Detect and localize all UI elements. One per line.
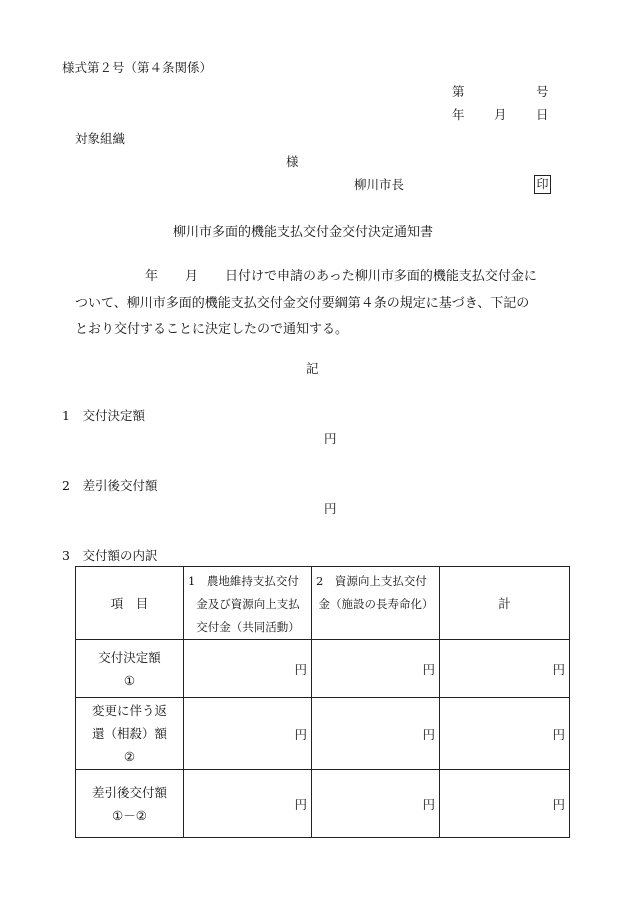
header-total: 計 <box>440 567 570 640</box>
table-header-row <box>76 567 570 640</box>
document-title: 柳川市多面的機能支払交付金交付決定通知書 <box>173 225 434 240</box>
date-day: 日 <box>536 107 549 122</box>
row-label: 差引後交付額 ①－② <box>76 770 184 838</box>
row-cell-total: 円 <box>440 770 570 838</box>
body-line2: ついて、柳川市多面的機能支払交付金交付要綱第４条の規定に基づき、下記の <box>75 295 530 311</box>
section3-label: 3 交付額の内訳 <box>62 548 158 563</box>
section2-label: 2 差引後交付額 <box>62 478 158 493</box>
date-month: 月 <box>494 107 507 122</box>
row-cell-col1: 円 <box>184 698 312 770</box>
body-line1-rest: 日付けで申請のあった柳川市多面的機能支払交付金に <box>225 269 537 284</box>
breakdown-table <box>75 566 570 838</box>
row-cell-total: 円 <box>440 640 570 698</box>
header-col2: 2 資源向上支払交付 金（施設の長寿命化） <box>312 567 440 640</box>
header-item: 項 目 <box>76 567 184 640</box>
section2-unit: 円 <box>324 501 337 516</box>
recipient-org: 対象組織 <box>75 131 126 146</box>
table-row <box>76 640 570 698</box>
seal-label: 印 <box>536 177 549 191</box>
row-label: 交付決定額 ① <box>76 640 184 698</box>
doc-number-dai: 第 <box>452 84 465 99</box>
body-paragraph <box>75 264 575 344</box>
row-label: 変更に伴う返 還（相殺）額 ② <box>76 698 184 770</box>
date-year: 年 <box>452 107 465 122</box>
body-line3: とおり交付することに決定したので通知する。 <box>75 322 349 337</box>
honorific: 様 <box>286 154 299 169</box>
row-cell-col1: 円 <box>184 640 312 698</box>
section1-unit: 円 <box>324 431 337 446</box>
ki-heading: 記 <box>306 361 319 376</box>
issuer: 柳川市長 <box>354 177 405 192</box>
section1-label: 1 交付決定額 <box>62 408 145 423</box>
body-month: 月 <box>185 269 199 284</box>
body-year: 年 <box>145 269 159 284</box>
doc-number-go: 号 <box>536 84 549 99</box>
table-row <box>76 698 570 770</box>
row-cell-col1: 円 <box>184 770 312 838</box>
table-row <box>76 770 570 838</box>
row-cell-col2: 円 <box>312 640 440 698</box>
row-cell-col2: 円 <box>312 770 440 838</box>
row-cell-total: 円 <box>440 698 570 770</box>
row-cell-col2: 円 <box>312 698 440 770</box>
seal-stamp <box>534 175 551 194</box>
header-col1: 1 農地維持支払交付 金及び資源向上支払 交付金（共同活動） <box>184 567 312 640</box>
form-label: 様式第２号（第４条関係） <box>62 60 213 75</box>
